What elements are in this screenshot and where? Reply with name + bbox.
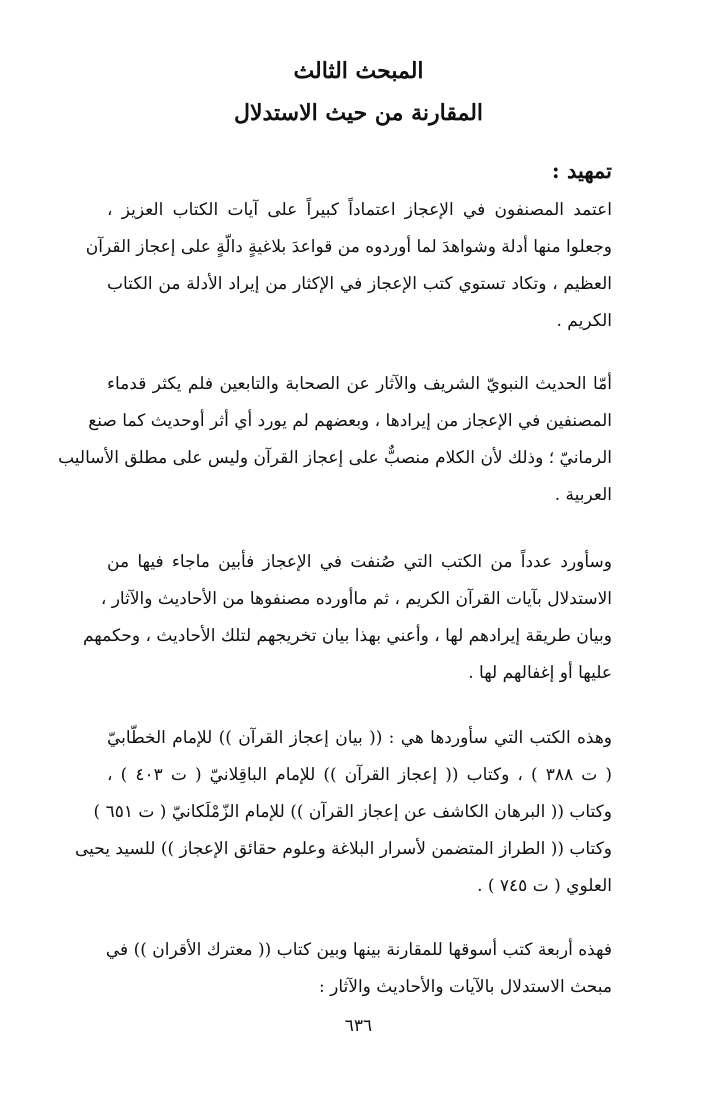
intro-label: تمهيد : <box>551 158 612 183</box>
paragraph-hadith <box>58 366 612 514</box>
paragraph-line: وبيان طريقة إيرادهم لها ، وأعني بهذا بيان تخريجهم لتلك الأحاديث ، وحكمهم <box>82 626 612 646</box>
paragraph-quran-evidence <box>85 192 612 340</box>
paragraph-line: العلوي ( ت ٧٤٥ ) . <box>477 876 612 896</box>
section-title: المبحث الثالث <box>293 58 424 84</box>
paragraph-line: الكريم . <box>556 311 612 331</box>
paragraph-line: وكتاب (( الطراز المتضمن لأسرار البلاغة وعلوم حقائق الإعجاز )) للسيد يحيى <box>75 839 612 859</box>
paragraph-line: العظيم ، وتكاد تستوي كتب الإعجاز في الإكثار من إيراد الأدلة من الكتاب <box>107 274 612 294</box>
paragraph-method <box>82 544 612 692</box>
paragraph-line: الاستدلال بآيات القرآن الكريم ، ثم ماأورده مصنفوها من الأحاديث والآثار ، <box>100 589 612 609</box>
paragraph-line: المصنفين في الإعجاز من إيرادها ، وبعضهم لم يورد أي أثر أوحديث كما صنع <box>88 411 612 431</box>
paragraph-line: وكتاب (( البرهان الكاشف عن إعجاز القرآن )) للإمام الزّمْلَكانيّ ( ت ٦٥١ ) <box>93 802 612 822</box>
paragraph-conclusion <box>107 932 612 1006</box>
paragraph-line: العربية . <box>554 485 612 505</box>
paragraph-line: أمّا الحديث النبويّ الشريف والآثار عن الصحابة والتابعين فلم يكثر قدماء <box>107 374 612 394</box>
paragraph-line: عليها أو إغفالهم لها . <box>468 663 612 683</box>
paragraph-line: ( ت ٣٨٨ ) ، وكتاب (( إعجاز القرآن )) للإمام الباقِلانيّ ( ت ٤٠٣ ) ، <box>107 765 612 785</box>
paragraph-books-list <box>75 720 612 905</box>
paragraph-line: وهذه الكتب التي سأوردها هي : (( بيان إعجاز القرآن )) للإمام الخطّابيّ <box>107 728 612 748</box>
paragraph-line: فهذه أربعة كتب أسوقها للمقارنة بينها وبين كتاب (( معترك الأقران )) في <box>105 940 612 960</box>
paragraph-line: الرمانيّ ؛ وذلك لأن الكلام منصبٌّ على إعجاز القرآن وليس على مطلق الأساليب <box>58 448 612 468</box>
paragraph-line: وسأورد عدداً من الكتب التي صُنفت في الإعجاز فأبين ماجاء فيها من <box>107 552 612 572</box>
page-number: ٦٣٦ <box>344 1016 373 1036</box>
paragraph-line: مبحث الاستدلال بالآيات والأحاديث والآثار : <box>319 977 612 997</box>
paragraph-line: اعتمد المصنفون في الإعجاز اعتماداً كبيراً على آيات الكتاب العزيز ، <box>107 200 612 220</box>
section-subtitle: المقارنة من حيث الاستدلال <box>233 100 484 126</box>
paragraph-line: وجعلوا منها أدلة وشواهدَ لما أوردوه من قواعدَ بلاغيةٍ دالّةٍ على إعجاز القرآن <box>85 237 612 257</box>
